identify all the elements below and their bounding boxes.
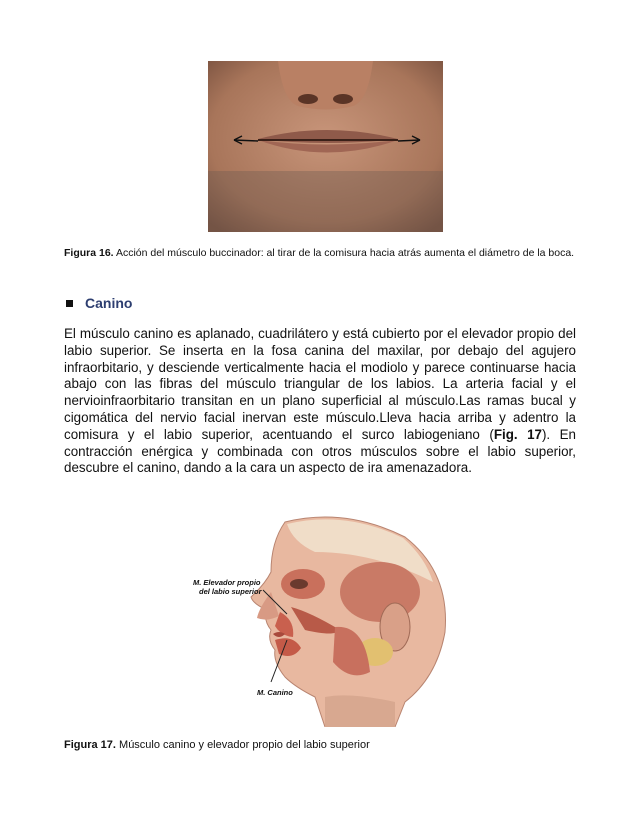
section-title: Canino (85, 295, 133, 311)
section-heading (66, 295, 132, 311)
paragraph-text-part2: ). En contracción enérgica y combinada con otros músculos sobre el labio superior, descubre el canino, dando a la cara un aspecto de ira amenazadora. (64, 426, 576, 476)
label-elevador-line1: M. Elevador propio (193, 578, 261, 587)
figure-reference: Fig. 17 (493, 426, 542, 442)
figure-16-caption-label: Figura 16. (64, 247, 114, 259)
figure-17-caption-text: Músculo canino y elevador propio del labio superior (115, 739, 370, 751)
square-bullet-icon (66, 300, 73, 307)
figure-16-caption (64, 246, 576, 261)
label-canino: M. Canino (257, 688, 293, 697)
figure-16-caption-text: Acción del músculo buccinador: al tirar de la comisura hacia atrás aumenta el diámetro de la boca. (113, 247, 575, 259)
paragraph-text-part1: El músculo canino es aplanado, cuadrilátero y está cubierto por el elevador propio del labio superior. Se inserta en la fosa canina del maxilar, por debajo del agujero infraorbitario, y desciende verticalmente hacia el modiolo y parece continuarse hacia abajo con las fibras del músculo triangular de los labios. La arteria facial y el nervioinfraorbitario transitan en un plano superficial al músculo.Las ramas bucal y cigomática del nervio facial inervan este músculo.Lleva hacia arriba y adentro la comisura y el labio superior, acentuando el surco labiogeniano ( (64, 326, 576, 442)
figure-17-image (175, 512, 465, 727)
figure-16-image (208, 61, 443, 232)
body-paragraph (64, 326, 576, 477)
label-elevador-line2: del labio superior (199, 587, 262, 596)
mouth-photo-illustration (208, 61, 443, 232)
figure-17-caption-label: Figura 17. (64, 739, 116, 751)
facial-muscles-illustration (175, 512, 465, 727)
figure-17-caption (64, 738, 576, 753)
